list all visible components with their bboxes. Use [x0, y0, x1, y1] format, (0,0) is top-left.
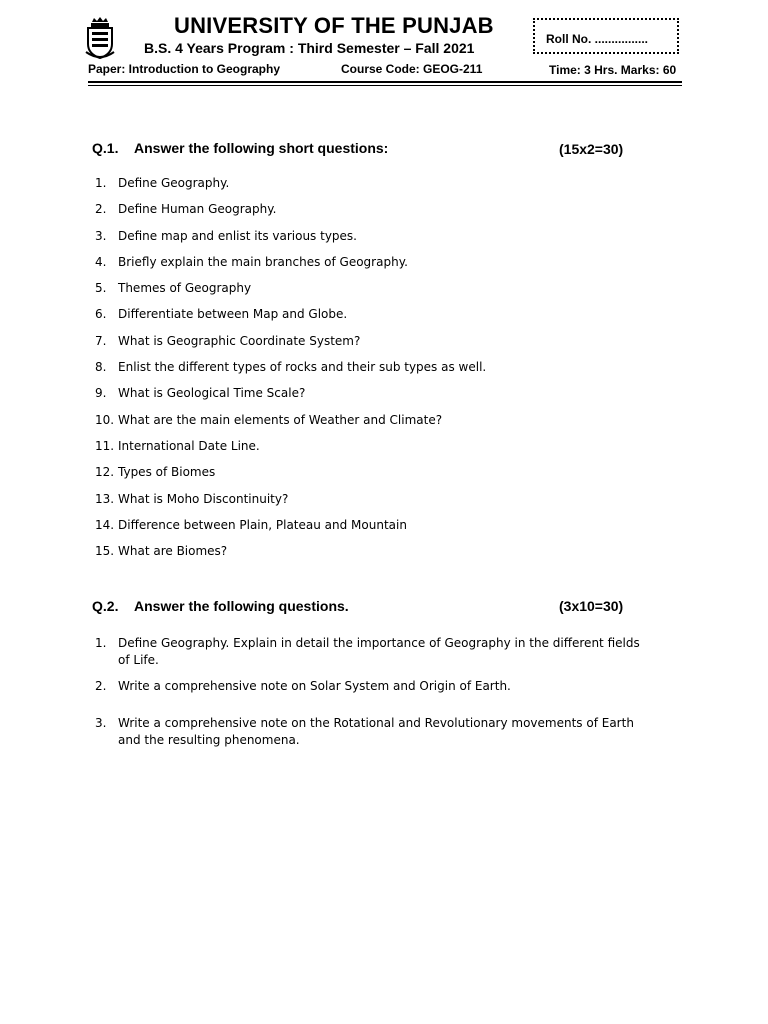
list-item [95, 715, 648, 749]
question-2-marks: (3x10=30) [559, 598, 624, 614]
question-1-marks: (15x2=30) [559, 141, 624, 157]
roll-number-box [533, 18, 679, 54]
item-number: 3. [95, 716, 107, 730]
item-text: What are the main elements of Weather and Climate? [118, 412, 443, 427]
list-item [95, 412, 486, 438]
item-text: Define map and enlist its various types. [118, 228, 357, 243]
item-number: 8. [95, 360, 107, 375]
program-subtitle: B.S. 4 Years Program : Third Semester – Fall 2021 [144, 40, 475, 56]
list-item [95, 254, 486, 280]
item-text: Difference between Plain, Plateau and Mountain [118, 517, 407, 532]
question-2-number: Q.2. [92, 598, 119, 614]
item-text: What is Geographic Coordinate System? [118, 333, 361, 348]
list-item [95, 333, 486, 359]
question-1-title: Answer the following short questions: [134, 140, 389, 156]
item-number: 3. [95, 228, 107, 243]
item-text: What is Geological Time Scale? [118, 386, 306, 401]
item-number: 5. [95, 281, 107, 296]
list-item [95, 464, 486, 490]
course-code: Course Code: GEOG-211 [341, 62, 483, 76]
item-number: 10. [95, 412, 115, 427]
item-number: 6. [95, 307, 107, 322]
paper-title: Paper: Introduction to Geography [88, 62, 281, 76]
item-text: Briefly explain the main branches of Geography. [118, 254, 408, 269]
list-item [95, 517, 486, 543]
university-crest-icon [84, 16, 116, 60]
item-text: Themes of Geography [118, 281, 252, 296]
item-number: 14. [95, 517, 115, 532]
list-item [95, 306, 486, 332]
list-item [95, 359, 486, 385]
item-number: 11. [95, 438, 115, 453]
item-text: International Date Line. [118, 438, 260, 453]
question-2-title: Answer the following questions. [134, 598, 349, 614]
item-number: 1. [95, 176, 107, 190]
list-item [95, 201, 486, 227]
list-item [95, 491, 486, 517]
question-2-heading [92, 598, 349, 614]
item-text: Define Geography. [118, 176, 230, 190]
item-text: Define Geography. Explain in detail the importance of Geography in the different fields of Life. [118, 636, 640, 667]
question-1-heading [92, 140, 388, 156]
item-text: Enlist the different types of rocks and their sub types as well. [118, 360, 487, 375]
list-item [95, 635, 648, 669]
item-text: What are Biomes? [118, 544, 228, 559]
item-number: 9. [95, 386, 107, 401]
time-marks: Time: 3 Hrs. Marks: 60 [549, 63, 677, 77]
item-text: Differentiate between Map and Globe. [118, 307, 348, 322]
roll-number-label: Roll No. ................ [546, 32, 649, 46]
list-item [95, 543, 486, 569]
list-item [95, 228, 486, 254]
list-item [95, 385, 486, 411]
list-item [95, 280, 486, 306]
list-item [95, 678, 648, 695]
question-1-number: Q.1. [92, 140, 119, 156]
item-number: 4. [95, 254, 107, 269]
item-number: 2. [95, 202, 107, 217]
item-number: 12. [95, 465, 115, 480]
list-item [95, 438, 486, 464]
item-text: Write a comprehensive note on Solar System and Origin of Earth. [118, 679, 511, 693]
item-text: Types of Biomes [118, 465, 216, 480]
list-item [95, 175, 486, 201]
item-number: 7. [95, 333, 107, 348]
item-number: 15. [95, 544, 115, 559]
item-text: What is Moho Discontinuity? [118, 491, 289, 506]
item-number: 13. [95, 491, 115, 506]
header-divider-thin [88, 85, 682, 86]
header-divider [88, 81, 682, 83]
question-2-list [95, 635, 648, 749]
item-text: Define Human Geography. [118, 202, 277, 217]
item-number: 1. [95, 636, 107, 650]
university-title: UNIVERSITY OF THE PUNJAB [174, 13, 494, 38]
item-number: 2. [95, 679, 107, 693]
question-1-list [95, 175, 486, 569]
item-text: Write a comprehensive note on the Rotational and Revolutionary movements of Earth and the resulting phenomena. [118, 716, 634, 747]
